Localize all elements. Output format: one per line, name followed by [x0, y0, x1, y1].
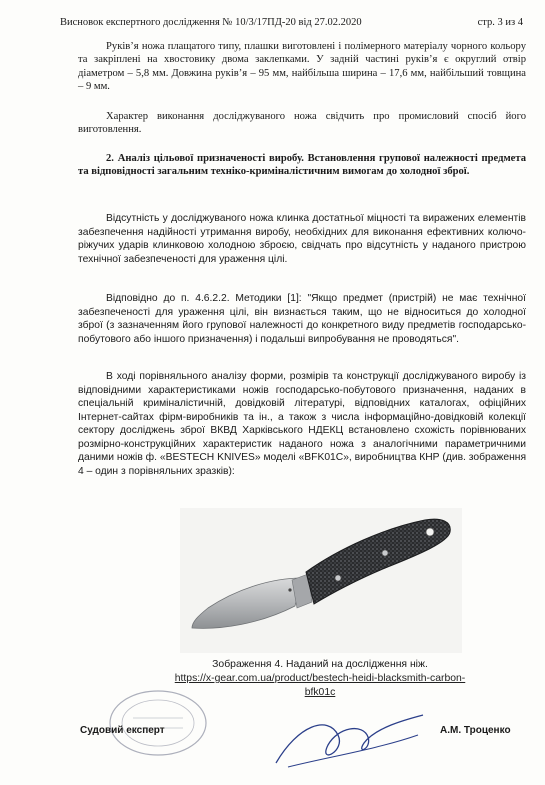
handwritten-signature — [268, 705, 428, 775]
paragraph-manufacture: Характер виконання досліджуваного ножа свідчить про промисловий спосіб його виготовлення. — [78, 111, 526, 136]
paragraph-comparison: В ході порівняльного аналізу форми, розмірів та конструкції досліджуваного виробу із відповідними характеристиками ножів господарсько-побутового призначення, наданих в спеціальній криміналістичній, довідковій літературі, відповідних каталогах, офіційних Інтернет-сайтах фірм-виробників та ін., а також з числа інформаційно-довідковій колекції сектору досліджень зброї ВКВД Харківського НДЕКЦ встановлено схожість порівнюваних розмірно-конструкційних характеристик наданого ножа з аналогічними параметричними даними ножів ф. «BESTECH KNIVES» моделі «BFK01C», виробництва КНР (див. зображення 4 – один з порівняльних зразків): — [78, 371, 527, 477]
page-number: стр. 3 из 4 — [477, 17, 523, 28]
paragraph-absence: Відсутність у досліджуваного ножа клинка достатньої міцності та виражених елементів забезпечення надійності утримання виробу, необхідних для виконання ефективних колючо-ріжучих ударів клинковою холодною зброєю, свідчать про відсутність у наданого пристрою технічної забезпеченості для ураження цілі. — [78, 213, 526, 265]
source-link-continued[interactable]: bfk01c — [304, 687, 336, 698]
expert-role: Судовий експерт — [80, 725, 165, 736]
paragraph-handle: Рукiв’я ножа плащатого типу, плашки виготовлені і полімерного матеріалу чорного кольору та закріплені на хвостовику двома заклепками. У задній частині рукiв’я є округлий отвір діаметром – 5,8 мм. Довжина рукiв’я – 95 мм, найбільша ширина – 17,6 мм, найбільший товщина – 9 мм. — [78, 41, 526, 92]
figure-caption: Зображення 4. Наданий на дослідження ніж. — [212, 659, 428, 670]
header-title: Висновок експертного дослідження № 10/3/17ПД-20 від 27.02.2020 — [60, 17, 362, 28]
source-link[interactable]: https://x-gear.com.ua/product/bestech-heidi-blacksmith-carbon- — [174, 673, 466, 684]
knife-image — [180, 508, 462, 653]
paragraph-method: Відповідно до п. 4.6.2.2. Методики [1]: "Якщо предмет (пристрій) не має технічної забезпеченості для ураження цілі, він визнається таким, що не відноситься до холодної зброї (з зазначенням його групової належності до конкретного виду предметів господарсько-побутового або іншого призначення) і подальші випробування не проводяться". — [78, 293, 526, 345]
expert-name: А.М. Троценко — [440, 725, 511, 736]
official-stamp — [103, 688, 213, 758]
section-heading: 2. Аналіз цільової призначеності виробу. Встановлення групової належності предмета та відповідності загальним техніко-криміналістичним вимогам до холодної зброї. — [78, 153, 526, 178]
page-header — [60, 17, 523, 28]
